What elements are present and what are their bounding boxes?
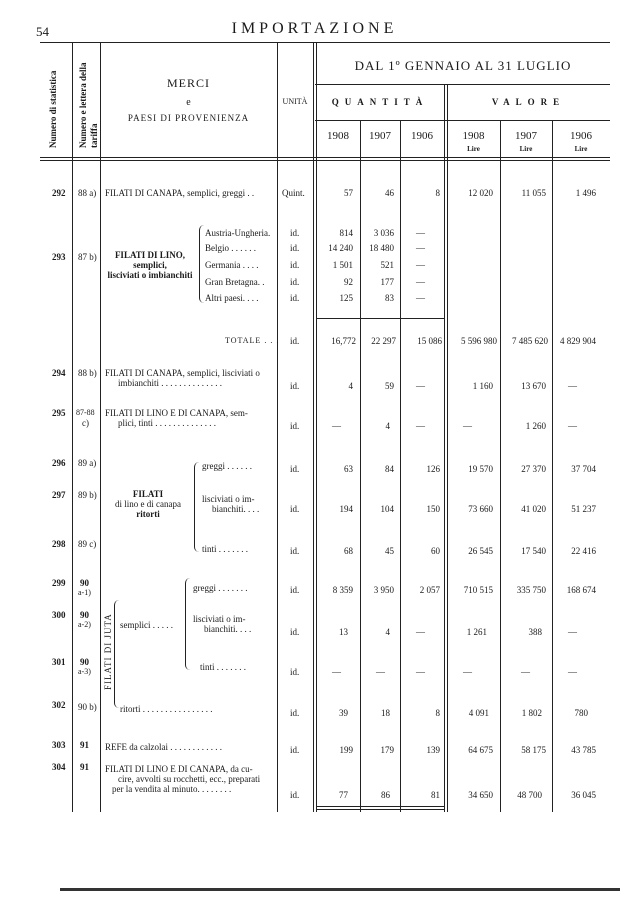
row-297-v1906: 51 237	[571, 504, 596, 514]
row-293-brace	[199, 225, 204, 303]
row-294-q1906: —	[416, 381, 425, 391]
row-297-unit: id.	[290, 504, 300, 514]
row-301-q1906: —	[416, 667, 425, 677]
row-299-v1908: 710 515	[463, 585, 493, 595]
row-302-v1906: 780	[574, 708, 588, 718]
row-300-q1906: —	[416, 627, 425, 637]
page-number: 54	[36, 24, 49, 39]
row-293-unit-3: id.	[290, 260, 300, 270]
row-304-tariff: 91	[80, 762, 89, 772]
row-293-totale-v1907: 7 485 620	[512, 336, 548, 346]
row-299-q1908: 8 359	[332, 585, 353, 595]
lire-1908: Lire	[467, 145, 480, 153]
row-295-q1906: —	[416, 421, 425, 431]
row-297-q1906: 150	[426, 504, 440, 514]
table-bottom-rule	[316, 806, 444, 807]
col-line-1	[72, 42, 73, 812]
row-296-tariff: 89 a)	[78, 458, 97, 468]
row-297-num: 297	[52, 490, 66, 500]
row-292-v1907: 11 055	[521, 188, 546, 198]
row-298-unit: id.	[290, 546, 300, 556]
row-304-v1907: 48 700	[517, 790, 542, 800]
header-bottom-rule	[40, 157, 610, 158]
row-301-tariff-1: 90	[80, 657, 89, 667]
row-300-v1908: 1 261	[466, 627, 487, 637]
row-294-desc-1: FILATI DI CANAPA, semplici, lisciviati o	[105, 368, 260, 378]
ritorti-group-2: di lino e di canapa	[115, 499, 181, 509]
row-293-tariff: 87 b)	[78, 252, 97, 262]
row-299-q1906: 2 057	[419, 585, 440, 595]
row-292-v1906: 1 496	[575, 188, 596, 198]
row-294-v1907: 13 670	[521, 381, 546, 391]
row-298-v1906: 22 416	[571, 546, 596, 556]
row-295-desc-2: plici, tinti . . . . . . . . . . . . . .	[118, 418, 216, 428]
col-line-7	[444, 84, 445, 812]
row-301-v1908: —	[463, 667, 472, 677]
row-297-q1908: 194	[339, 504, 353, 514]
row-293-group-1: FILATI DI LINO,	[114, 250, 186, 260]
row-300-q1908: 13	[339, 627, 348, 637]
row-302-unit: id.	[290, 708, 300, 718]
row-302-q1908: 39	[339, 708, 348, 718]
row-293-totale-q1907: 22 297	[371, 336, 396, 346]
row-292-q1907: 46	[385, 188, 394, 198]
row-293-q1907-2: 18 480	[369, 243, 394, 253]
row-301-tariff-2: a-3)	[78, 667, 91, 676]
row-292-q1906: 8	[435, 188, 440, 198]
col-line-4	[313, 42, 314, 812]
row-295-v1907: 1 260	[525, 421, 546, 431]
row-299-tariff-1: 90	[80, 578, 89, 588]
row-294-num: 294	[52, 368, 66, 378]
row-296-desc: greggi . . . . . .	[202, 461, 252, 471]
row-300-desc-2: bianchiti. . . .	[204, 624, 252, 634]
ritorti-group-1: FILATI	[132, 489, 164, 499]
row-292-v1908: 12 020	[468, 188, 493, 198]
row-293-group-2: semplici,	[133, 260, 167, 270]
row-301-desc: tinti . . . . . . .	[200, 662, 247, 672]
row-297-desc-1: lisciviati o im-	[202, 494, 255, 504]
row-304-desc-2: cire, avvolti su rocchetti, ecc., preparati	[118, 774, 261, 784]
row-296-q1906: 126	[426, 464, 440, 474]
row-302-tariff: 90 b)	[78, 702, 97, 712]
row-297-desc-2: bianchiti. . . .	[212, 504, 260, 514]
row-303-v1906: 43 785	[571, 745, 596, 755]
row-296-v1906: 37 704	[571, 464, 596, 474]
row-292-unit: Quint.	[282, 188, 305, 198]
row-297-v1907: 41 020	[521, 504, 546, 514]
row-293-q1908-2: 14 240	[328, 243, 353, 253]
row-292-desc: FILATI DI CANAPA, semplici, greggi . .	[105, 188, 255, 198]
juta-brace	[114, 600, 119, 708]
row-293-q1907-3: 521	[380, 260, 394, 270]
row-300-q1907: 4	[385, 627, 390, 637]
row-294-v1906: —	[568, 381, 577, 391]
row-295-desc-1: FILATI DI LINO E DI CANAPA, sem-	[105, 408, 248, 418]
row-293-q1908-3: 1 501	[332, 260, 353, 270]
row-296-q1907: 84	[385, 464, 394, 474]
row-294-unit: id.	[290, 381, 300, 391]
row-297-tariff: 89 b)	[78, 490, 97, 500]
col-line-2	[100, 42, 101, 812]
row-293-q1908-4: 92	[344, 277, 353, 287]
row-299-tariff-2: a-1)	[78, 588, 91, 597]
row-293-totale-unit: id.	[290, 336, 300, 346]
row-292-tariff: 88 a)	[78, 188, 97, 198]
row-303-num: 303	[52, 740, 66, 750]
row-303-q1908: 199	[339, 745, 353, 755]
row-293-q1906-3: —	[416, 260, 425, 270]
year-q-1908: 1908	[327, 130, 349, 142]
row-303-q1907: 179	[380, 745, 394, 755]
row-292-q1908: 57	[344, 188, 353, 198]
header-quantita: QUANTITÀ	[331, 97, 429, 107]
row-295-tariff-1: 87-88	[76, 408, 95, 417]
row-294-tariff: 88 b)	[78, 368, 97, 378]
row-293-q1907-5: 83	[385, 293, 394, 303]
year-v-1906: 1906	[570, 130, 592, 142]
row-293-group-3: lisciviati o imbianchiti	[107, 270, 193, 280]
lire-1906: Lire	[574, 145, 588, 153]
header-merci: MERCI	[166, 76, 210, 90]
row-303-unit: id.	[290, 745, 300, 755]
row-304-v1908: 34 650	[468, 790, 493, 800]
year-q-1907: 1907	[369, 130, 391, 142]
row-293-totale-v1906: 4 829 904	[560, 336, 596, 346]
row-304-q1908: 77	[339, 790, 348, 800]
row-298-q1906: 60	[431, 546, 440, 556]
year-v-1907: 1907	[515, 130, 537, 142]
row-303-v1908: 64 675	[468, 745, 493, 755]
header-paesi: PAESI DI PROVENIENZA	[127, 113, 250, 123]
row-300-desc-1: lisciviati o im-	[193, 614, 246, 624]
row-293-totale-q1908: 16,772	[331, 336, 356, 346]
row-296-v1908: 19 570	[468, 464, 493, 474]
row-301-v1906: —	[568, 667, 577, 677]
header-numero: Numero di statistica	[48, 70, 58, 148]
row-293-q1906-5: —	[416, 293, 425, 303]
juta-label: FILATI DI JUTA	[103, 613, 113, 690]
header-tariffa: Numero e lettera della tariffa	[78, 62, 99, 148]
row-298-q1907: 45	[385, 546, 394, 556]
row-299-v1906: 168 674	[566, 585, 596, 595]
row-296-v1907: 27 370	[521, 464, 546, 474]
header-period: DAL 1º GENNAIO AL 31 LUGLIO	[354, 58, 572, 73]
row-295-v1908: —	[463, 421, 472, 431]
row-293-unit-5: id.	[290, 293, 300, 303]
row-301-num: 301	[52, 657, 66, 667]
row-293-unit-2: id.	[290, 243, 300, 253]
semplici-brace	[185, 578, 190, 670]
row-304-desc-3: per la vendita al minuto. . . . . . . .	[112, 784, 232, 794]
semplici-label: semplici . . . . .	[120, 620, 173, 630]
row-293-subtotal-rule-q	[316, 318, 444, 319]
row-293-totale-v1908: 5 596 980	[461, 336, 497, 346]
row-300-unit: id.	[290, 627, 300, 637]
row-293-country-4: Gran Bretagna. .	[205, 277, 265, 287]
row-293-q1908-5: 125	[339, 293, 353, 303]
row-293-q1907-1: 3 036	[373, 228, 394, 238]
row-304-desc-1: FILATI DI LINO E DI CANAPA, da cu-	[105, 764, 253, 774]
page-title: IMPORTAZIONE	[231, 20, 398, 37]
row-304-v1906: 36 045	[571, 790, 596, 800]
row-304-q1907: 86	[381, 790, 390, 800]
row-295-q1908: —	[332, 421, 341, 431]
row-293-q1907-4: 177	[380, 277, 394, 287]
row-302-desc: ritorti . . . . . . . . . . . . . . . .	[120, 704, 213, 714]
page-bottom-edge	[60, 888, 620, 891]
row-298-v1907: 17 540	[521, 546, 546, 556]
row-297-v1908: 73 660	[468, 504, 493, 514]
row-293-totale-q1906: 15 086	[417, 336, 442, 346]
row-296-q1908: 63	[344, 464, 353, 474]
row-293-unit-4: id.	[290, 277, 300, 287]
header-bottom-rule-2	[40, 160, 610, 161]
row-301-unit: id.	[290, 667, 300, 677]
row-300-tariff-1: 90	[80, 610, 89, 620]
row-300-v1907: 388	[528, 627, 542, 637]
row-293-q1906-4: —	[416, 277, 425, 287]
row-293-country-2: Belgio . . . . . .	[205, 243, 256, 253]
row-300-v1906: —	[568, 627, 577, 637]
row-301-q1908: —	[332, 667, 341, 677]
row-293-q1906-2: —	[416, 243, 425, 253]
row-299-q1907: 3 950	[373, 585, 394, 595]
row-301-v1907: —	[521, 667, 530, 677]
row-299-num: 299	[52, 578, 66, 588]
row-302-v1907: 1 802	[521, 708, 542, 718]
row-303-v1907: 58 175	[521, 745, 546, 755]
year-v-1908: 1908	[462, 130, 485, 142]
row-299-v1907: 335 750	[516, 585, 546, 595]
row-302-v1908: 4 091	[468, 708, 489, 718]
row-301-q1907: —	[376, 667, 385, 677]
col-line-3	[277, 42, 278, 812]
row-292-num: 292	[52, 188, 66, 198]
row-294-v1908: 1 160	[472, 381, 493, 391]
header-valore: VALORE	[491, 97, 566, 107]
header-e: e	[186, 97, 191, 108]
row-293-country-5: Altri paesi. . . .	[205, 293, 259, 303]
row-298-desc: tinti . . . . . . .	[202, 544, 249, 554]
row-293-q1908-1: 814	[339, 228, 353, 238]
row-300-num: 300	[52, 610, 66, 620]
row-297-q1907: 104	[380, 504, 394, 514]
row-293-unit-1: id.	[290, 228, 300, 238]
year-q-1906: 1906	[411, 130, 433, 142]
row-299-unit: id.	[290, 585, 300, 595]
row-303-desc: REFE da calzolai . . . . . . . . . . . .	[105, 742, 222, 752]
row-299-desc: greggi . . . . . . .	[193, 583, 248, 593]
row-295-q1907: 4	[385, 421, 390, 431]
row-293-num: 293	[52, 252, 66, 262]
row-302-q1906: 8	[435, 708, 440, 718]
period-rule	[315, 84, 610, 85]
table-top-rule	[40, 42, 610, 43]
row-295-num: 295	[52, 408, 66, 418]
row-293-totale-label: TOTALE . . .	[225, 336, 280, 345]
row-295-unit: id.	[290, 421, 300, 431]
row-298-tariff: 89 c)	[78, 539, 97, 549]
row-304-q1906: 81	[431, 790, 440, 800]
ritorti-group-3: ritorti	[136, 509, 160, 519]
row-296-unit: id.	[290, 464, 300, 474]
row-300-tariff-2: a-2)	[78, 620, 91, 629]
row-294-q1907: 59	[385, 381, 394, 391]
row-296-num: 296	[52, 458, 66, 468]
row-295-v1906: —	[568, 421, 577, 431]
row-298-num: 298	[52, 539, 66, 549]
row-295-tariff-2: c)	[82, 418, 89, 428]
lire-1907: Lire	[519, 145, 533, 153]
table-bottom-rule-2	[316, 809, 444, 810]
row-293-country-1: Austria-Ungheria.	[205, 228, 271, 238]
row-294-desc-2: imbianchiti . . . . . . . . . . . . . .	[118, 378, 222, 388]
ritorti-brace	[194, 462, 199, 552]
row-298-v1908: 26 545	[468, 546, 493, 556]
row-298-q1908: 68	[344, 546, 353, 556]
row-294-q1908: 4	[348, 381, 353, 391]
row-302-num: 302	[52, 700, 66, 710]
row-302-q1907: 18	[381, 708, 390, 718]
row-293-q1906-1: —	[416, 228, 425, 238]
row-303-tariff: 91	[80, 740, 89, 750]
row-304-unit: id.	[290, 790, 300, 800]
row-293-country-3: Germania . . . .	[205, 260, 259, 270]
row-303-q1906: 139	[426, 745, 440, 755]
header-unita: UNITÀ	[282, 97, 308, 106]
row-304-num: 304	[52, 762, 66, 772]
